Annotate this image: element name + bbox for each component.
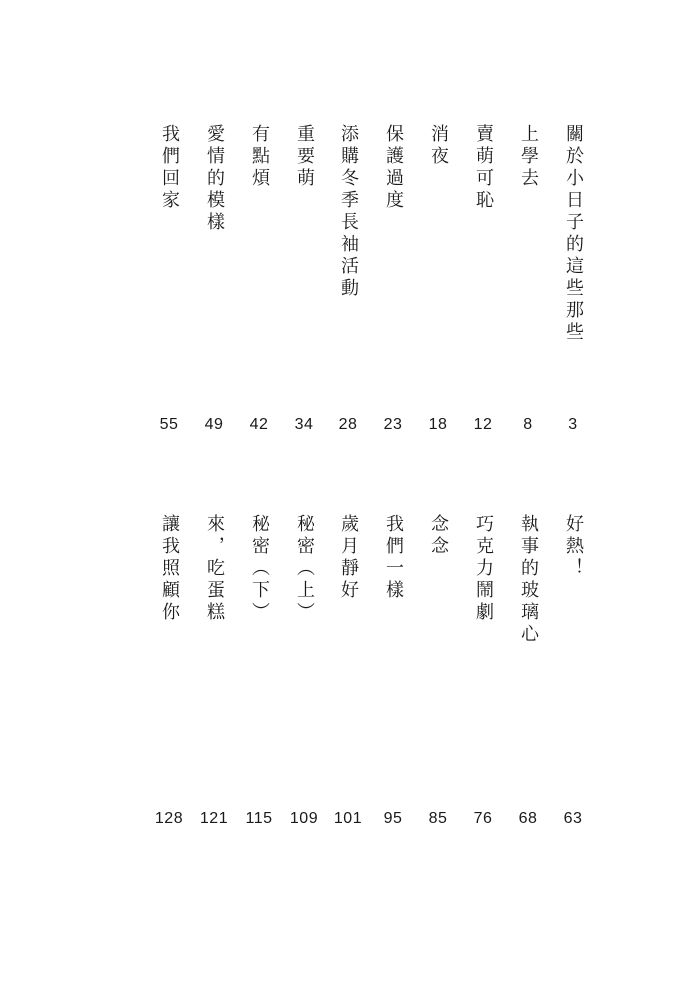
toc-entry-page: 95: [383, 810, 403, 827]
toc-entry-page: 128: [154, 810, 184, 827]
toc-entry-title: 我們回家: [159, 124, 180, 212]
toc-entry-page: 109: [289, 810, 319, 827]
toc-entry-page: 49: [204, 416, 224, 433]
toc-entry-page: 76: [473, 810, 493, 827]
toc-entry-page: 3: [568, 416, 578, 433]
toc-entry-page: 115: [245, 810, 273, 827]
toc-entry-title: 重要萌: [294, 124, 315, 190]
toc-entry-page: 101: [333, 810, 363, 827]
toc-entry-title: 執事的玻璃心: [518, 514, 539, 646]
toc-entry-page: 42: [249, 416, 269, 433]
toc-entry-title: 巧克力鬧劇: [473, 514, 494, 624]
toc-entry-page: 34: [294, 416, 314, 433]
toc-entry-title: 關於小日子的這些那些: [563, 124, 584, 344]
toc-entry-page: 68: [518, 810, 538, 827]
toc-entry-title: 上學去: [518, 124, 539, 190]
toc-entry-title: 來，吃蛋糕: [204, 514, 225, 624]
toc-entry-title: 讓我照顧你: [159, 514, 180, 624]
toc-entry-title: 好熱！: [563, 514, 584, 580]
toc-entry-title: 添購冬季長袖活動: [338, 124, 359, 300]
toc-entry-title: 賣萌可恥: [473, 124, 494, 212]
toc-entry-title: 保護過度: [383, 124, 404, 212]
toc-entry-page: 55: [159, 416, 179, 433]
toc-entry-title: 消夜: [428, 124, 449, 168]
toc-entry-page: 63: [563, 810, 583, 827]
toc-entry-title: 秘密（下）: [249, 514, 270, 624]
toc-entry-title: 念念: [428, 514, 449, 558]
toc-entry-page: 85: [428, 810, 448, 827]
toc-entry-page: 12: [473, 416, 493, 433]
toc-entry-title: 愛情的模樣: [204, 124, 225, 234]
toc-entry-page: 121: [199, 810, 229, 827]
toc-entry-title: 歲月靜好: [338, 514, 359, 602]
toc-entry-page: 23: [383, 416, 403, 433]
toc-entry-page: 8: [523, 416, 533, 433]
toc-entry-page: 18: [428, 416, 448, 433]
toc-entry-page: 28: [338, 416, 358, 433]
toc-entry-title: 秘密（上）: [294, 514, 315, 624]
toc-entry-title: 我們一樣: [383, 514, 404, 602]
toc-entry-title: 有點煩: [249, 124, 270, 190]
